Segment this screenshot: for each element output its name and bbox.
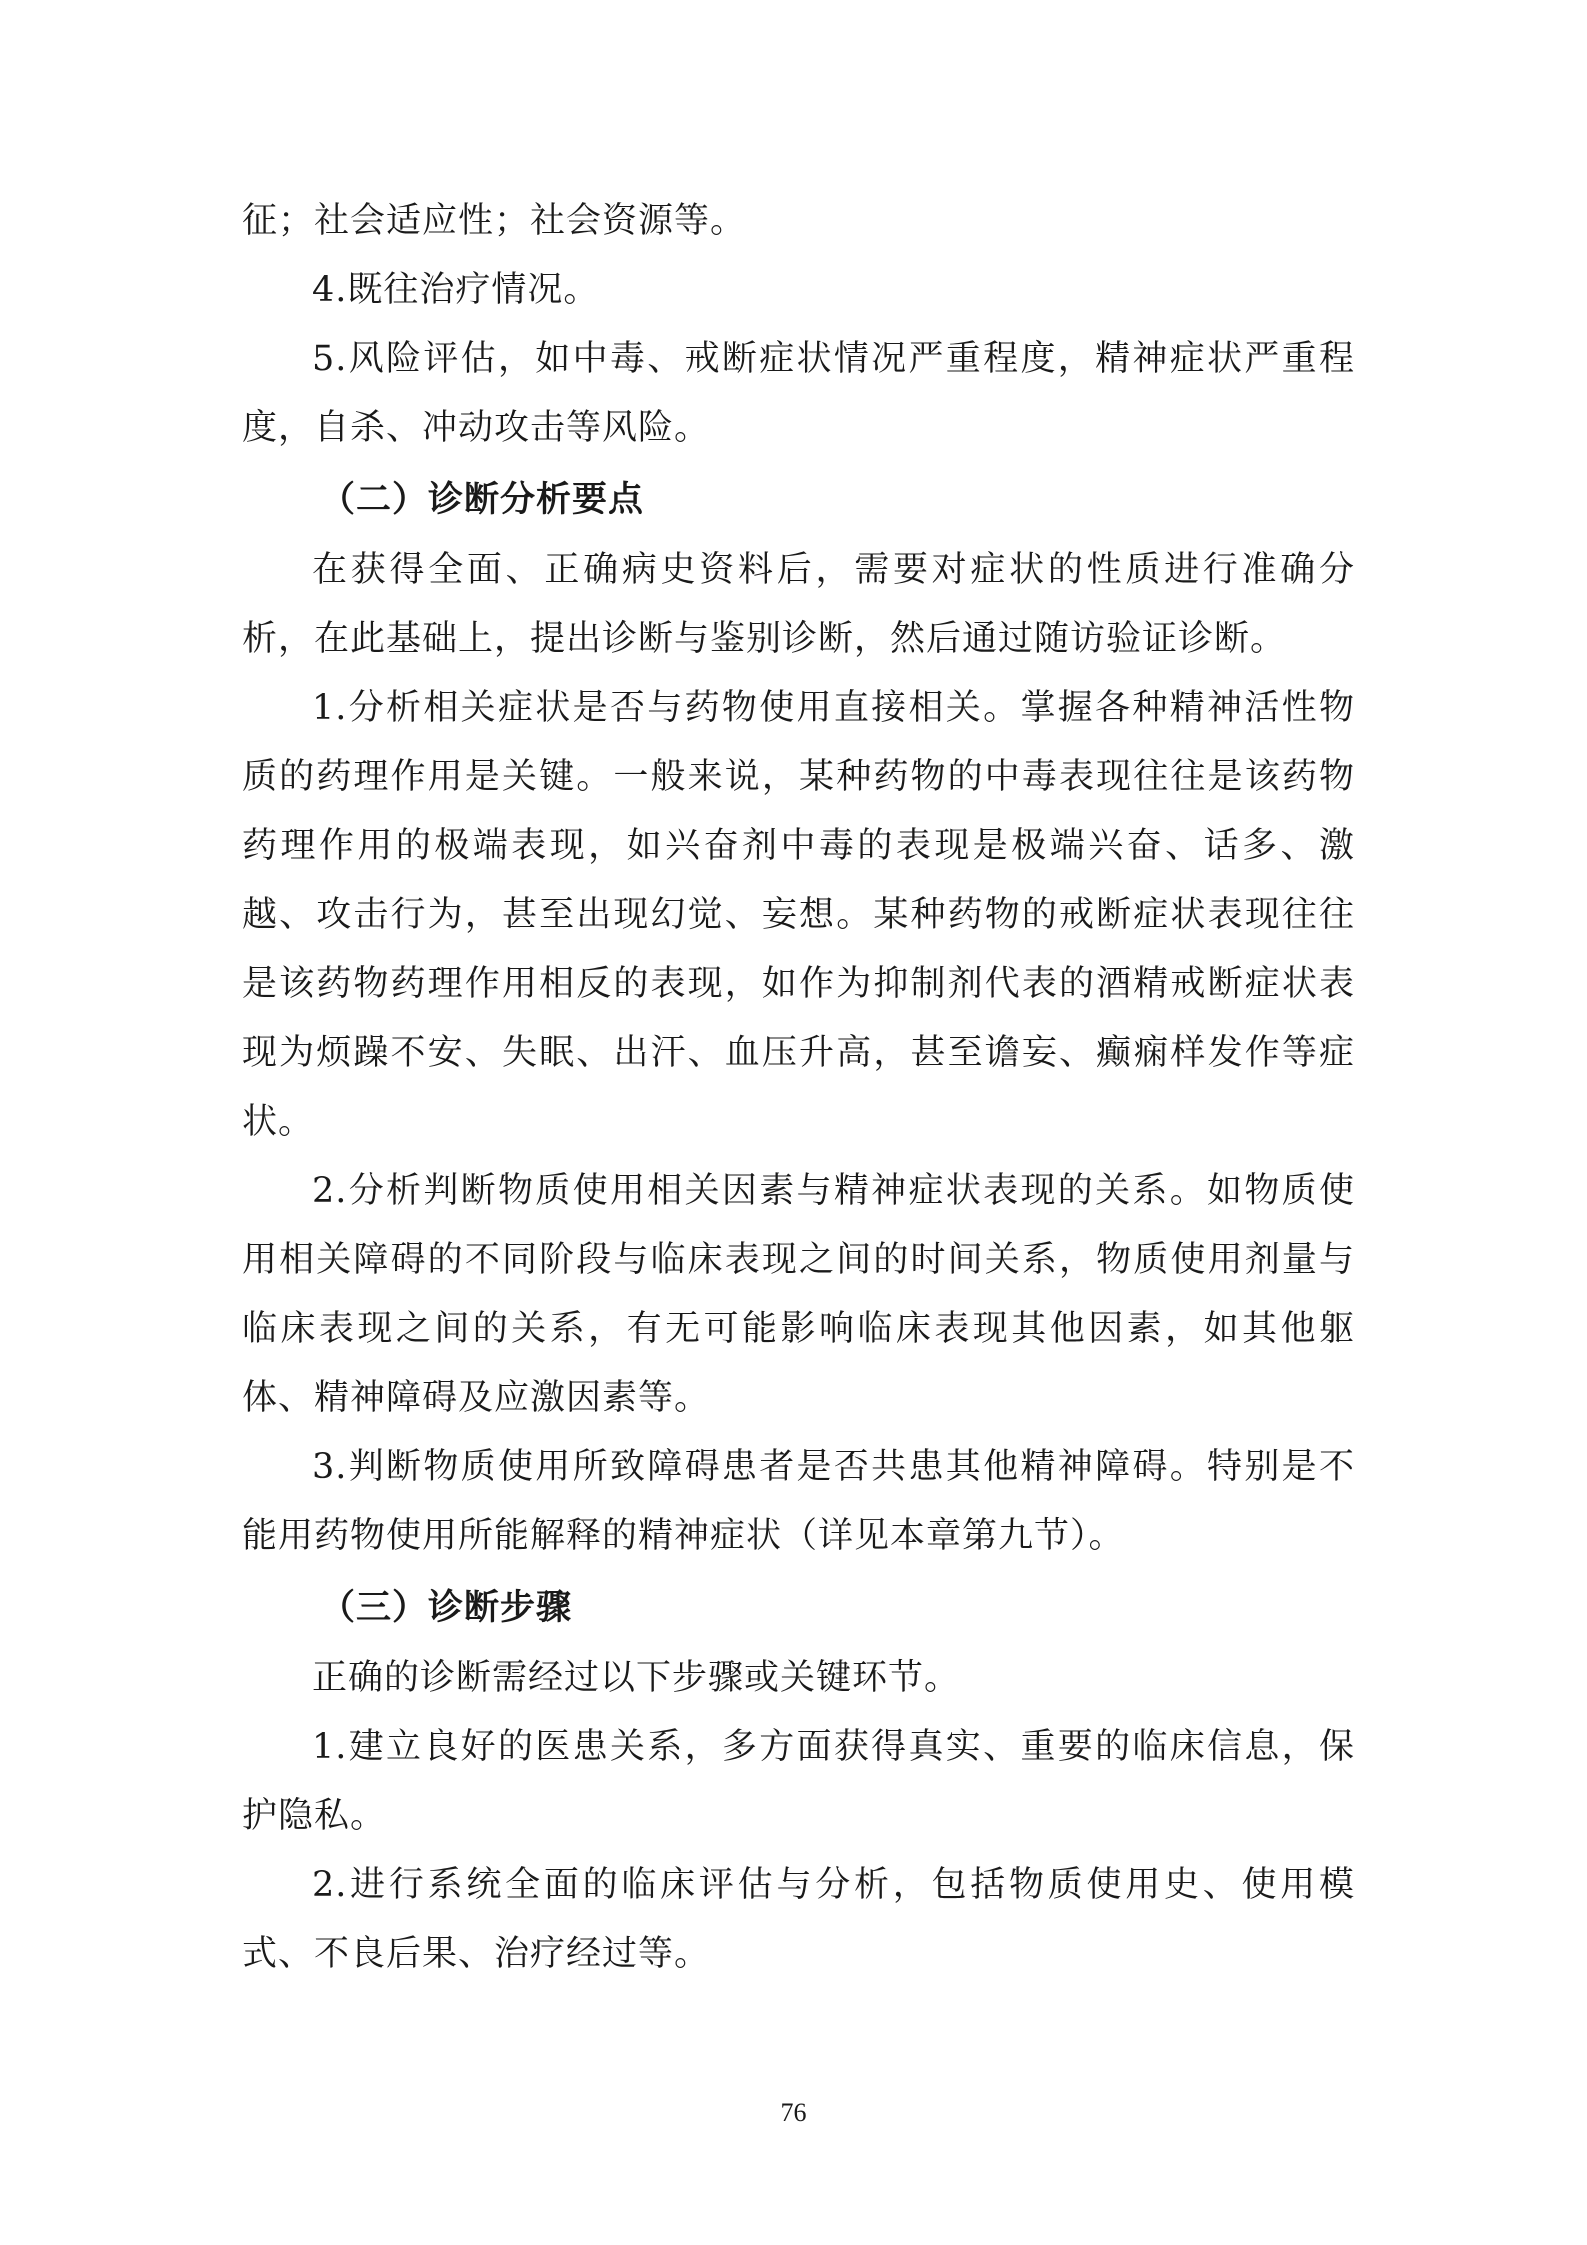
paragraph-analysis-point-2: 2.分析判断物质使用相关因素与精神症状表现的关系。如物质使用相关障碍的不同阶段与临床表现之间的时间关系，物质使用剂量与临床表现之间的关系，有无可能影响临床表现其他因素，如其他躯体、精神障碍及应激因素等。 bbox=[242, 1171, 1355, 1418]
paragraph-analysis-point-3: 3.判断物质使用所致障碍患者是否共患其他精神障碍。特别是不能用药物使用所能解释的精神症状（详见本章第九节）。 bbox=[242, 1447, 1355, 1556]
paragraph-step-2: 2.进行系统全面的临床评估与分析，包括物质使用史、使用模式、不良后果、治疗经过等。 bbox=[242, 1865, 1355, 1974]
paragraph-previous-treatment: 4.既往治疗情况。 bbox=[312, 270, 600, 310]
paragraph-risk-assessment: 5.风险评估，如中毒、戒断症状情况严重程度，精神症状严重程度，自杀、冲动攻击等风险。 bbox=[242, 339, 1355, 448]
paragraph-continuation: 征；社会适应性；社会资源等。 bbox=[242, 201, 747, 241]
paragraph-analysis-intro: 在获得全面、正确病史资料后，需要对症状的性质进行准确分析，在此基础上，提出诊断与鉴别诊断，然后通过随访验证诊断。 bbox=[242, 550, 1355, 659]
page-number: 76 bbox=[780, 2098, 807, 2127]
page-body bbox=[242, 187, 1355, 1989]
paragraph-step-1: 1.建立良好的医患关系，多方面获得真实、重要的临床信息，保护隐私。 bbox=[242, 1727, 1355, 1836]
paragraph-analysis-point-1: 1.分析相关症状是否与药物使用直接相关。掌握各种精神活性物质的药理作用是关键。一般来说，某种药物的中毒表现往往是该药物药理作用的极端表现，如兴奋剂中毒的表现是极端兴奋、话多、激越、攻击行为，甚至出现幻觉、妄想。某种药物的戒断症状表现往往是该药物药理作用相反的表现，如作为抑制剂代表的酒精戒断症状表现为烦躁不安、失眠、出汗、血压升高，甚至谵妄、癫痫样发作等症状。 bbox=[242, 688, 1355, 1142]
paragraph-steps-intro: 正确的诊断需经过以下步骤或关键环节。 bbox=[312, 1658, 961, 1698]
section-heading-diagnostic-analysis: （二）诊断分析要点 bbox=[320, 479, 645, 520]
section-heading-diagnostic-steps: （三）诊断步骤 bbox=[320, 1587, 573, 1628]
